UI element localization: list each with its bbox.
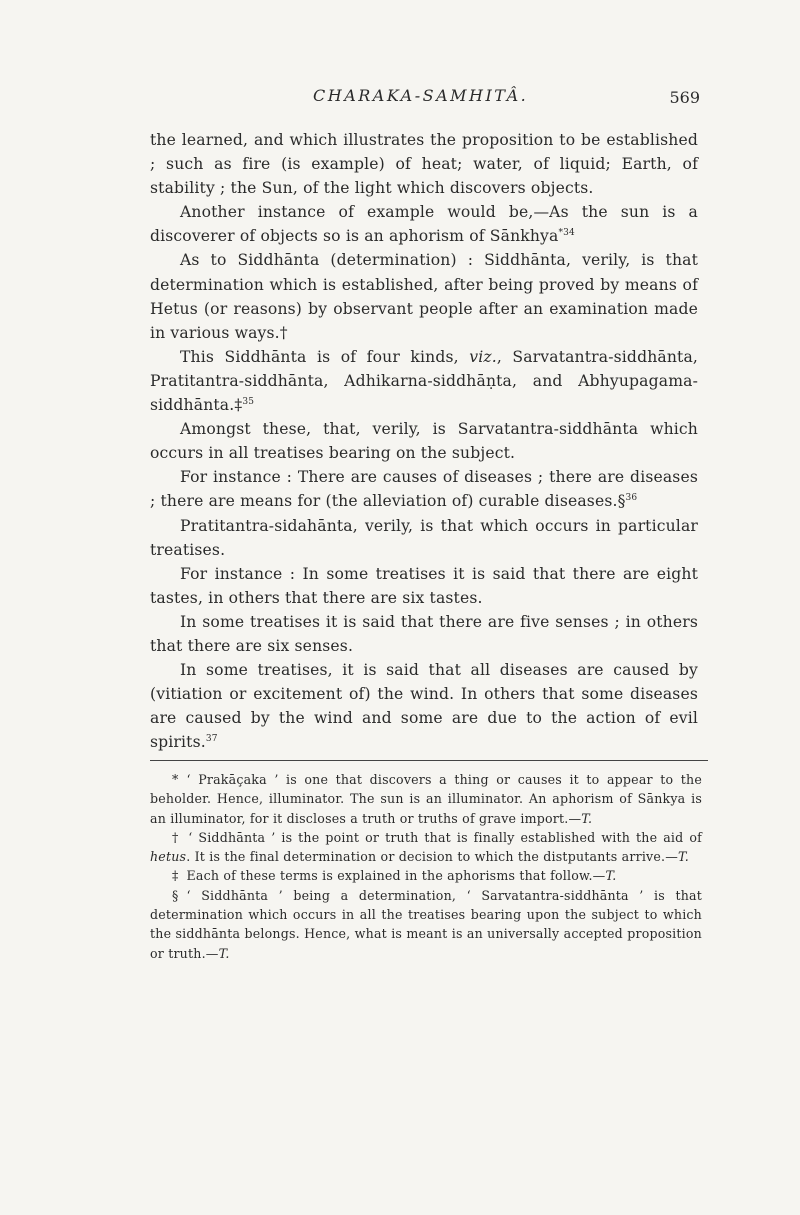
paragraph-7-text: Pratitantra-sidahānta, verily, is that which occurs in particular treatises. (150, 516, 698, 559)
footnote-1 (150, 770, 702, 828)
paragraph-9 (150, 610, 698, 658)
footnote-4 (150, 886, 702, 963)
paragraph-1 (150, 128, 698, 200)
footnote-2-signature: T. (678, 849, 689, 865)
paragraph-6-text: For instance : There are causes of diseases ; there are diseases ; there are means for (the alleviation of) curable diseases. (150, 468, 698, 511)
paragraph-4-text-b: , Sarvatantra-siddhānta, Pratitantra-siddhānta, Adhikarna-siddhāṇta, and Abhyupagama-siddhānta. (150, 347, 698, 415)
footnote-2-text-a: ‘ Siddhānta ’ is the point or truth that is finally established with the aid of (188, 829, 702, 845)
footnote-4-signature: T. (218, 945, 230, 961)
footnote-1-text: ‘ Prakāçaka ’ is one that discovers a thing or causes it to appear to the beholder. Hence, illuminator. The sun is an illuminator. An aphorism of Sānkya is an illuminator, for it discloses a truth or truths of grave import.— (150, 772, 702, 826)
paragraph-1-text: the learned, and which illustrates the proposition to be established ; such as fire (is example) of heat; water, of liquid; Earth, of stability ; the Sun, of the light which discovers objects. (150, 131, 698, 198)
paragraph-8-text: For instance : In some treatises it is said that there are eight tastes, in others that there are six tastes. (150, 564, 698, 607)
paragraph-3 (150, 248, 698, 344)
footnote-ref-ddagger: ‡ (234, 396, 243, 415)
footnote-2-mark: † (172, 829, 181, 845)
hetus-term: hetus (150, 849, 187, 865)
footnote-4-mark: § (172, 887, 179, 903)
footnotes (150, 770, 702, 963)
paragraph-4 (150, 345, 698, 417)
footnote-ref-36: 36 (625, 493, 638, 504)
footnote-2 (150, 828, 702, 867)
paragraph-6 (150, 465, 698, 513)
page-number: 569 (669, 88, 700, 107)
footnote-1-mark: * (172, 772, 179, 787)
viz-abbrev: viz. (469, 347, 497, 366)
paragraph-8 (150, 562, 698, 610)
footnote-3-text: Each of these terms is explained in the aphorisms that follow.— (186, 868, 606, 884)
paragraph-10 (150, 658, 698, 754)
footnote-2-text-b: . It is the final determination or decision to which the distputants arrive.— (186, 849, 679, 865)
paragraph-5-text: Amongst these, that, verily, is Sarvatantra-siddhānta which occurs in all treatises bearing on the subject. (150, 420, 698, 463)
running-title: CHARAKA-SAMHITÂ. (313, 86, 529, 105)
paragraph-2-text: Another instance of example would be,—As the sun is a discoverer of objects so is an aphorism of Sānkhya (150, 203, 698, 246)
footnote-4-text: ‘ Siddhānta ’ being a determination, ‘ Sarvatantra-siddhānta ’ is that determination which occurs in all the treatises bearing upon the subject to which the siddhānta belongs. Hence, what is meant is an universally accepted proposition or truth.— (150, 887, 702, 961)
paragraph-10-text: In some treatises, it is said that all diseases are caused by (vitiation or excitement of) the wind. In others that some diseases are caused by the wind and some are due to the action of evil spirits. (150, 661, 698, 752)
footnote-ref-35: 35 (242, 397, 255, 408)
footnote-3 (150, 866, 702, 885)
footnote-divider (150, 760, 708, 761)
footnote-1-signature: T. (581, 810, 593, 826)
paragraph-9-text: In some treatises it is said that there are five senses ; in others that there are six senses. (150, 612, 698, 655)
paragraph-4-text-a: This Siddhānta is of four kinds, (180, 347, 470, 366)
paragraph-5 (150, 417, 698, 465)
footnote-3-signature: T. (605, 868, 617, 884)
paragraph-7 (150, 514, 698, 562)
paragraph-3-text: As to Siddhānta (determination) : Siddhānta, verily, is that determination which is established, after being proved by means of Hetus (or reasons) by observant people after an examination made in various ways. (150, 251, 698, 342)
footnote-ref-section: § (617, 492, 626, 511)
footnote-ref-dagger: † (279, 323, 288, 342)
footnote-ref-37: 37 (205, 734, 218, 745)
paragraph-2 (150, 200, 698, 248)
footnote-ref-34: *34 (558, 228, 575, 239)
main-text (150, 128, 698, 754)
footnote-3-mark: ‡ (172, 868, 179, 884)
